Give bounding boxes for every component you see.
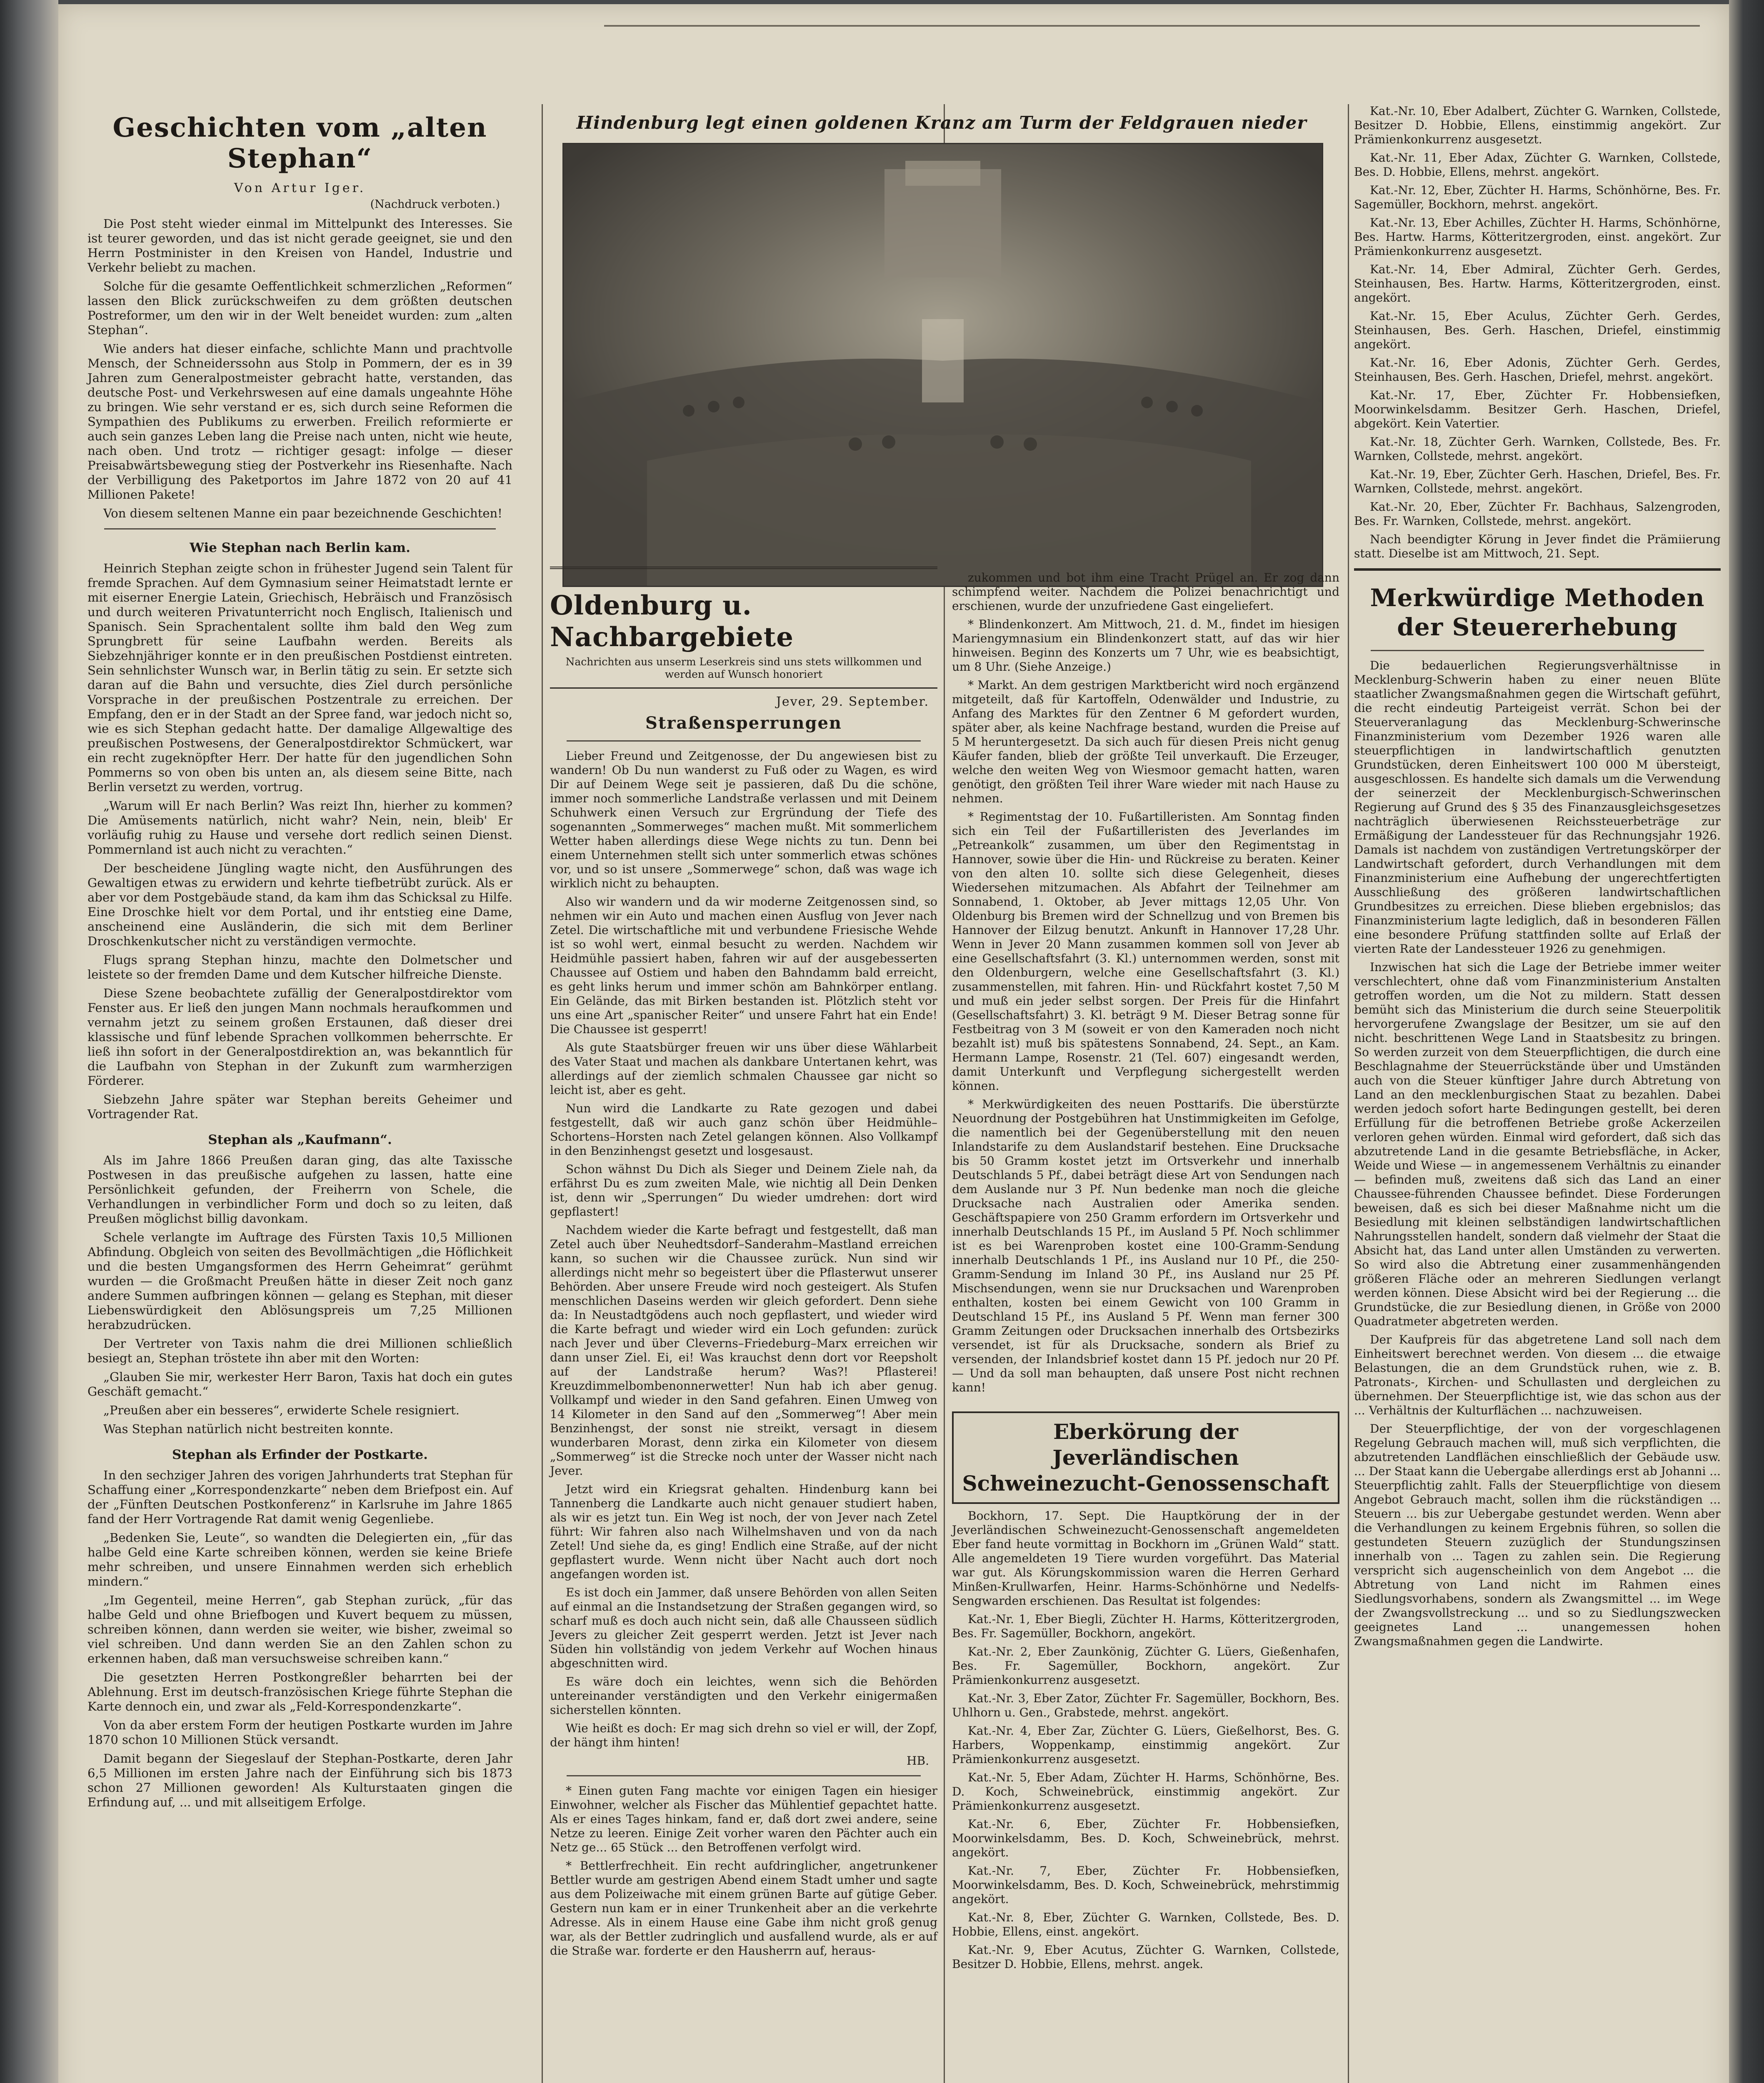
paragraph: Bockhorn, 17. Sept. Die Hauptkörung der in der Jeverländischen Schweinezucht-Genossenschaft angemeldeten Eber fand heute vormittag in Bockhorn im „Grünen Wald“ statt. Alle angemeldeten 19 Tiere wurden vorgeführt. Das Material war gut. Als Körungskommission waren die Herren Gerhard Minßen-Krullwarfen, Heinr. Harms-Schönhörne und Nedelfs-Sengwarden erschienen. Das Resultat ist folgendes: — [952, 1509, 1339, 1608]
paragraph: Als gute Staatsbürger freuen wir uns über diese Wählarbeit des Vater Staat und machen als dankbare Untertanen kehrt, was allerdings auf der ziemlich schmalen Chaussee gar nicht so leicht ist, aber es geht. — [550, 1041, 937, 1097]
news-item: * Blindenkonzert. Am Mittwoch, 21. d. M., findet im hiesigen Mariengymnasium ein Blindenkonzert statt, auf das wir hier hinweisen. Beginn des Konzerts um 7 Uhr, wie es beabsichtigt, um 8 Uhr. (Siehe Anzeige.) — [952, 617, 1339, 674]
byline: Von Artur Iger. — [234, 181, 366, 195]
paragraph: „Im Gegenteil, meine Herren“, gab Stephan zurück, „für das halbe Geld und ohne Briefbogen und Kuvert bequem zu müssen, schreiben können, dann werden sie weiter, wie bisher, zweimal so viel schreiben. Und dann werden Sie an den Zahlen schon zu erkennen haben, daß man versuchsweise schreiben kann.“ — [87, 1593, 512, 1666]
dateline: Jever, 29. September. — [776, 694, 929, 709]
list-item: Kat.-Nr. 10, Eber Adalbert, Züchter G. Warnken, Collstede, Besitzer D. Hobbie, Ellens, einstimmig angekört. Zur Prämienkonkurrenz ausgesetzt. — [1354, 104, 1721, 146]
paragraph: Inzwischen hat sich die Lage der Betriebe immer weiter verschlechtert, ohne daß vom Finanzministerium Anstalten getroffen worden, um die Not zu mildern. Statt dessen bemüht sich das Ministerium die durch seine Steuerpolitik hervorgerufene Zwangslage der Besitzer, um sie auf den nicht. beschrittenen Wege Land in Staatsbesitz zu bringen. So werden zurzeit von dem Steuerpflichtigen, die durch eine Beschlagnahme der Steuerrückstände über und Umständen auch von die Steuer künftiger Jahre durch Abtretung von Land an den mecklenburgischen Staat zu bezahlen. Dabei werden jedoch sofort harte Bedingungen gestellt, bei deren Erfüllung für die betroffenen Betriebe große Ackerzeilen verloren gehen würden. Einmal wird gefordert, daß sich das abzutretende Land in die gesamte Betriebsfläche, in Acker, Weide und Wiese — in angemessenem Verhältnis zu einander — befinden muß, zweitens daß sich das Land an einer Chaussee-führenden Chaussee befindet. Diese Forderungen beweisen, daß es sich bei dieser Maßnahme nicht um die Besiedlung mit kleinen selbständigen landwirtschaftlichen Nahrungsstellen handelt, sondern daß vielmehr der Staat die Absicht hat, das Land unter allen Umständen zu verwerten. So wird also die Abtretung einer zusammenhängenden größeren Fläche oder an mehreren Siedlungen verlangt werden können. Diese Absicht wird bei der Regierung ... die Grundstücke, die zur Besiedlung dienen, in Größe von 2000 Quadratmeter abgetreten werden. — [1354, 960, 1721, 1328]
list-item: Kat.-Nr. 16, Eber Adonis, Züchter Gerh. Gerdes, Steinhausen, Bes. Gerh. Haschen, Driefel, mehrst. angekört. — [1354, 356, 1721, 384]
paragraph: Nach beendigter Körung in Jever findet die Prämiierung statt. Dieselbe ist am Mittwoch, 21. Sept. — [1354, 532, 1721, 560]
divider — [1354, 568, 1721, 571]
column-stephan — [58, 96, 512, 1814]
paragraph: Schele verlangte im Auftrage des Fürsten Taxis 10,5 Millionen Abfindung. Obgleich von seiten des Bevollmächtigen „die Höflichkeit und die besten Umgangsformen des Herrn Geheimrat“ gerühmt wurden — die Großmacht Preußen hätte in dieser Zeit noch ganz andere Summen aufbringen können — gelang es Stephan, mit dieser Liebenswürdigkeit den Ablösungspreis um 7,25 Millionen herabzudrücken. — [87, 1230, 512, 1332]
list-item: Kat.-Nr. 8, Eber, Züchter G. Warnken, Collstede, Bes. D. Hobbie, Ellens, einst. angekört. — [952, 1911, 1339, 1938]
news-item: * Markt. An dem gestrigen Marktbericht wird noch ergänzend mitgeteilt, daß für Kartoffeln, Odenwälder und Industrie, zu Anfang des Marktes für den Zentner 6 M gefordert wurden, später aber, als keine Nachfrage bestand, wurden die Preise auf 5 M heruntergesetzt. Da sich auch für diesen Preis nicht genug Käufer fanden, blieb der größte Teil unverkauft. Die Erzeuger, welche den weiten Weg von Wiesmoor gemacht hatten, waren genötigt, den größten Teil ihrer Ware wieder mit nach Hause zu nehmen. — [952, 678, 1339, 805]
article-title-eberkoerung: Eberkörung der Jeverländischen Schweinezucht-Genossenschaft — [952, 1411, 1339, 1504]
list-item: Kat.-Nr. 12, Eber, Züchter H. Harms, Schönhörne, Bes. Fr. Sagemüller, Bockhorn, mehrst. angekört. — [1354, 183, 1721, 211]
subheading: Stephan als Erfinder der Postkarte. — [172, 1447, 428, 1462]
list-item: Kat.-Nr. 13, Eber Achilles, Züchter H. Harms, Schönhörne, Bes. Hartw. Harms, Kötteritzergroden, einst. angekört. Zur Prämienkonkurrenz ausgesetzt. — [1354, 216, 1721, 258]
paragraph: „Glauben Sie mir, werkester Herr Baron, Taxis hat doch ein gutes Geschäft gemacht.“ — [87, 1370, 512, 1399]
subheading: Wie Stephan nach Berlin kam. — [190, 540, 410, 555]
reprint-note: (Nachdruck verboten.) — [370, 198, 500, 211]
list-item: Kat.-Nr. 2, Eber Zaunkönig, Züchter G. Lüers, Gießenhafen, Bes. Fr. Sagemüller, Bockhorn, angekört. Zur Prämienkonkurrenz ausgesetzt. — [952, 1645, 1339, 1687]
list-item: Kat.-Nr. 4, Eber Zar, Züchter G. Lüers, Gießelhorst, Bes. G. Harbers, Woppenkamp, einstimmig angekört. Zur Prämienkonkurrenz ausgesetzt. — [952, 1724, 1339, 1766]
paragraph: Nachdem wieder die Karte befragt und festgestellt, daß man Zetel auch über Neuhedtsdorf–Sanderahm–Mastland erreichen kann, so suchen wir die Chaussee zurück. Nun sind wir allerdings nicht mehr so begeistert über die Pflasterwut unserer Behörden. Aber unsere Freude wird noch gesteigert. Als Stufen menschlichen Daseins werden wir gleich gefordert. Denn siehe da: In Neustadtgödens auch noch gepflastert, und wieder wird die Karte befragt und wieder wird ein Loch gefunden: zurück nach Jever und über Cleverns–Friedeburg–Marx erreichen wir dann unser Ziel. Ei, ei! Was krauchst denn dort vor Reepsholt auf der Landstraße herum? Was?! Pflasterei! Kreuzdimmelbombenonnerwetter! Nun hab ich aber genug. Vollkampf und wieder in den Sand gefahren. Einen Umweg von 14 Kilometer in den Sand auf den „Sommerweg“! Aber mein Benzinhengst, der sonst nie streikt, versagt in diesem wunderbaren Morast, denn zirka ein Kilometer von diesem „Sommerweg“ ist die Strecke noch unter der Wasser nicht nach Jever. — [550, 1223, 937, 1478]
list-item: Kat.-Nr. 18, Züchter Gerh. Warnken, Collstede, Bes. Fr. Warnken, Collstede, mehrst. angekört. — [1354, 435, 1721, 463]
news-item: * Bettlerfrechheit. Ein recht aufdringlicher, angetrunkener Bettler wurde am gestrigen Abend einem Stadt umher und sagte aus dem Polizeiwache mit einem grünen Barte auf gütige Geber. Gestern nun kam er in einer Trunkenheit aber an die verkehrte Adresse. Als in einem Hause eine Gabe ihm nicht groß genug war, als der Bettler zudringlich und ausfallend wurde, als er auf die Straße war. forderte er den Hausherrn auf, heraus- — [550, 1859, 937, 1958]
paragraph: In den sechziger Jahren des vorigen Jahrhunderts trat Stephan für Schaffung einer „Korrespondenzkarte“ neben dem Briefpost ein. Auf der „Fünften Deutschen Postkonferenz“ in Karlsruhe im Jahre 1865 fand der Herr Vortragende Rat damit wenig Gegenliebe. — [87, 1468, 512, 1526]
paragraph: Der bescheidene Jüngling wagte nicht, den Ausführungen des Gewaltigen etwas zu erwidern und kehrte tiefbetrübt zurück. Als er aber vor dem Postgebäude stand, da kam ihm das Schicksal zu Hilfe. Eine Droschke hielt vor dem Portal, und ihr entstieg eine Dame, anscheinend eine Ausländerin, die sich mit dem Berliner Droschkenkutscher nicht zu verständigen vermochte. — [87, 861, 512, 948]
paragraph: Siebzehn Jahre später war Stephan bereits Geheimer und Vortragender Rat. — [87, 1092, 512, 1121]
list-item: Kat.-Nr. 3, Eber Zator, Züchter Fr. Sagemüller, Bockhorn, Bes. Uhlhorn u. Gen., Grabstede, mehrst. angekört. — [952, 1691, 1339, 1719]
column-right — [1354, 104, 1729, 1653]
list-item: Kat.-Nr. 1, Eber Biegli, Züchter H. Harms, Kötteritzergroden, Bes. Fr. Sagemüller, Bockhorn, angekört. — [952, 1612, 1339, 1640]
paragraph: „Bedenken Sie, Leute“, so wandten die Delegierten ein, „für das halbe Geld eine Karte schreiben können, werden sie keine Briefe mehr schreiben, und unsere Einnahmen werden sich erheblich mindern.“ — [87, 1531, 512, 1588]
list-item: Kat.-Nr. 9, Eber Acutus, Züchter G. Warnken, Collstede, Besitzer D. Hobbie, Ellens, mehrst. angek. — [952, 1943, 1339, 1971]
paragraph: Also wir wandern und da wir moderne Zeitgenossen sind, so nehmen wir ein Auto und machen einen Ausflug von Jever nach Zetel. Die wirtschaftliche mit und verbundene Friesische Wehde ist so wohl wert, einmal besucht zu werden. Nachdem wir Heidmühle passiert haben, fahren wir auf der ausgebesserten Chaussee auf Ostiem und haben den Bahndamm bald erreicht, es geht links herum und immer schön am Bahnkörper entlang. Ein Gelände, das mit Birken bestanden ist. Plötzlich steht vor uns eine Art „spanischer Reiter“ und unsere Fahrt hat ein Ende! Die Chaussee ist gesperrt! — [550, 895, 937, 1036]
paragraph: Heinrich Stephan zeigte schon in frühester Jugend sein Talent für fremde Sprachen. Auf dem Gymnasium seiner Heimatstadt lernte er mit eiserner Energie Latein, Griechisch, Hebräisch und Französisch und durch weiteren Privatunterricht noch Englisch, Italienisch und Spanisch. Sein Sprachentalent sollte ihm bald den Weg zum Sprungbrett für seine Laufbahn werden. Bereits als Siebzehnjähriger konnte er in den preußischen Postdienst eintreten. Sein sehnlichster Wunsch war, in Berlin tätig zu sein. Er setzte sich daran auf die Bahn und versuchte, dies Ziel durch persönliche Vorsprache in der preußischen Postzentrale zu erreichen. Der Empfang, den er in der Stadt an der Spree fand, war jedoch nicht so, wie es sich Stephan gedacht hatte. Der damalige Allgewaltige des preußischen Postwesens, der Generalpostdirektor Schmückert, war ein recht zugeknöpfter Herr. Der hatte für den jugendlichen Sohn Pommerns so von oben bis unten an, als diesem seine Bitte, nach Berlin versetzt zu werden, vortrug. — [87, 561, 512, 794]
page-edge-shadow — [1729, 0, 1764, 2083]
list-item: Kat.-Nr. 14, Eber Admiral, Züchter Gerh. Gerdes, Steinhausen, Bes. Hartw. Harms, Kötteritzergroden, einst. angekört. — [1354, 262, 1721, 305]
list-item: Kat.-Nr. 7, Eber, Züchter Fr. Hobbensiefken, Moorwinkelsdamm, Bes. D. Koch, Schweinebrück, mehrstimmig angekört. — [952, 1864, 1339, 1906]
section-header-box — [550, 567, 937, 689]
photo-caption: Hindenburg legt einen goldenen Kranz am Turm der Feldgrauen nieder — [576, 112, 1307, 133]
article-title-strassen: Straßensperrungen — [645, 713, 842, 733]
paragraph: Die Post steht wieder einmal im Mittelpunkt des Interesses. Sie ist teurer geworden, und das ist nicht gerade geeignet, sie und den Herrn Postminister in den Kreisen von Handel, Industrie und Verkehr beliebt zu machen. — [87, 217, 512, 275]
news-item: * Einen guten Fang machte vor einigen Tagen ein hiesiger Einwohner, welcher als Fischer das Mühlentief gepachtet hatte. Als er eines Tages hinkam, fand er, daß dort zwei andere, seine Netze zu leeren. Einige Zeit vorher waren den Pächter auch ein Netz ge... 65 Stück ... den Betroffenen verfolgt wird. — [550, 1784, 937, 1854]
column-rule-1 — [542, 104, 543, 2083]
article-title-steuererhebung: Merkwürdige Methoden der Steuererhebung — [1370, 584, 1705, 641]
paragraph: Wie anders hat dieser einfache, schlichte Mann und prachtvolle Mensch, der Schneiderssohn aus Stolp in Pommern, der es in 39 Jahren zum Generalpostmeister gebracht hatte, verstanden, das deutsche Post- und Verkehrswesen auf eine damals ungeahnte Höhe zu bringen. Wie sehr verstand er es, sich durch seine Reformen die Sympathien des Publikums zu erwerben. Freilich reformierte er auch sein ganzes Leben lang die Preise nach unten, nicht wie heute, nach oben. Und trotz — richtiger gesagt: infolge — dieser Preisabwärtsbewegung stieg der Postverkehr ins Riesenhafte. Nach der Verbilligung des Paketportos im Jahre 1872 von 20 auf 41 Millionen Pakete! — [87, 342, 512, 502]
paragraph: Als im Jahre 1866 Preußen daran ging, das alte Taxissche Postwesen in das preußische aufgehen zu lassen, hatte eine Persönlichkeit gefunden, der Freiherrn von Schele, die Verhandlungen in verbindlicher Form und doch so zu leiten, daß Preußen möglichst billig davonkam. — [87, 1153, 512, 1226]
author-initials: HB. — [907, 1754, 929, 1768]
list-item: Kat.-Nr. 19, Eber, Züchter Gerh. Haschen, Driefel, Bes. Fr. Warnken, Collstede, mehrst. angekört. — [1354, 467, 1721, 495]
paragraph: Lieber Freund und Zeitgenosse, der Du angewiesen bist zu wandern! Ob Du nun wanderst zu Fuß oder zu Wagen, es wird Dir auf Deinem Wege seit je passieren, daß Du die schöne, immer noch sommerliche Landstraße verlassen und mit Deinem Schuhwerk einen Versuch zur Ergründung der Tiefe des sogenannten „Sommerweges“ machen mußt. Mit sommerlichem Wetter haben allerdings diese Wege nichts zu tun. Denn bei einem Unternehmen stellt sich unter sommerlich etwas schönes vor, und so ist unsere „Sommerwege“ schon, daß was wage ich wirklich nicht zu behaupten. — [550, 749, 937, 890]
list-item: Kat.-Nr. 17, Eber, Züchter Fr. Hobbensiefken, Moorwinkelsdamm. Besitzer Gerh. Haschen, Driefel, abgekört. Kein Vatertier. — [1354, 388, 1721, 430]
list-item: Kat.-Nr. 15, Eber Aculus, Züchter Gerh. Gerdes, Steinhausen, Bes. Gerh. Haschen, Driefel, einstimmig angekört. — [1354, 309, 1721, 351]
paragraph: Flugs sprang Stephan hinzu, machte den Dolmetscher und leistete so der fremden Dame und dem Kutscher hilfreiche Dienste. — [87, 953, 512, 982]
column-center-photo — [550, 96, 1333, 587]
hindenburg-photo — [562, 143, 1323, 587]
paragraph: Jetzt wird ein Kriegsrat gehalten. Hindenburg kann bei Tannenberg die Landkarte auch nicht genauer studiert haben, als wir es jetzt tun. Ein Weg ist noch, der von Jever nach Zetel führt: Wir fahren also nach Wilhelmshaven und von da nach Zetel! Und siehe da, es ging! Endlich eine Straße, auf der nicht gepflastert wurde. Wenn nicht über Nacht auch dort noch angefangen worden ist. — [550, 1482, 937, 1581]
paragraph: Die bedauerlichen Regierungsverhältnisse in Mecklenburg-Schwerin haben zu einer neuen Blüte staatlicher Zwangsmaßnahmen gegen die Wirtschaft geführt, die recht eindeutig Parteigeist verrät. Schon bei der Steuerveranlagung das Mecklenburg-Schwerinsche Finanzministerium vom Dezember 1926 waren alle steuerpflichtigen in landwirtschaftlich genutzten Grundstücken, deren Einheitswert 100 000 M übersteigt, ausgeschlossen. Es handelte sich damals um die Verwendung der seinerzeit der Mecklenburgisch-Schwerinschen Regierung auf Grund des § 35 des Finanzausgleichsgesetzes nachträglich überwiesenen Reichssteuerbeträge zur Ermäßigung der Landessteuer für das Rechnungsjahr 1926. Damals ist nachdem von zuständigen Vertretungskörper der Landwirtschaft gefordert, durch Verhandlungen mit dem Finanzministerium eine Aufhebung der ungerechtfertigten Ausschließung des größeren landwirtschaftlichen Grundbesitzes zu erreichen. Diese blieben ergebnislos; das Finanzministerium lagte lediglich, daß in besonderen Fällen eine besondere Prüfung stattfinden sollte auf Erlaß der vierten Rate der Landessteuer 1926 zu genehmigen. — [1354, 659, 1721, 956]
section-subtitle: Nachrichten aus unserm Leserkreis sind uns stets willkommen und werden auf Wunsch honoriert — [565, 656, 922, 680]
paragraph: Wie heißt es doch: Er mag sich drehn so viel er will, der Zopf, der hängt ihm hinten! — [550, 1721, 937, 1749]
article-title-stephan: Geschichten vom „alten Stephan“ — [112, 112, 487, 174]
news-item: * Merkwürdigkeiten des neuen Posttarifs. Die überstürzte Neuordnung der Postgebühren hat Unstimmigkeiten im Gefolge, die namentlich bei der Gegenüberstellung mit den neuen Inlandstarife zu dem Auslandstarif bestehen. Eine Drucksache bis 50 Gramm kostet jetzt im Ortsverkehr und innerhalb Deutschlands 5 Pf., dabei beträgt diese Art von Sendungen nach dem Auslande nur 3 Pf. Nun bedenke man noch die gleiche Drucksache nach Australien oder Amerika senden. Geschäftspapiere von 250 Gramm erfordern im Ortsverkehr und innerhalb Deutschlands 15 Pf., im Ausland 5 Pf. Noch schlimmer ist es bei Warenproben kostet eine 100-Gramm-Sendung innerhalb Deutschlands 1 Pf., ins Ausland nur 10 Pf., die 250-Gramm-Sendung im Inland 30 Pf., ins Ausland nur 25 Pf. Mischsendungen, wenn sie nur Drucksachen und Warenproben enthalten, kosten bei einem Gewicht von 100 Gramm in Deutschland 15 Pf., ins Ausland 5 Pf. Wenn man ferner 300 Gramm Zeitungen oder Drucksachen innerhalb des Ortsbezirks versendet, ist für als Drucksache, sondern als Brief zu versenden, der Inlandsbrief kostet dann 15 Pf. jedoch nur 20 Pf. — Und da soll man behaupten, daß unsere Post nicht rechnen kann! — [952, 1097, 1339, 1394]
top-rule — [604, 25, 1700, 27]
column-oldenburg — [550, 567, 937, 1962]
paragraph: Schon wähnst Du Dich als Sieger und Deinem Ziele nah, da erfährst Du es zum zweiten Male, wie nichtig all Dein Denken ist, denn wir „Sperrungen“ Du wieder umdrehen: dort wird gepflastert! — [550, 1162, 937, 1219]
paragraph: Der Vertreter von Taxis nahm die drei Millionen schließlich besiegt an, Stephan tröstete ihn aber mit den Worten: — [87, 1336, 512, 1365]
divider — [1371, 650, 1704, 651]
paragraph: Der Steuerpflichtige, der von der vorgeschlagenen Regelung Gebrauch machen will, muß sich verpflichten, die abzutretenden Landflächen einschließlich der Gebäude usw. ... Der Staat kann die Uebergabe allerdings erst ab Johanni ... Steuerpflichtig zahlt. Falls der Steuerpflichtige von diesem Angebot Gebrauch macht, sollen ihm die rückständigen ... Steuern ... bis zur Uebergabe gestundet werden. Wenn aber die Verhandlungen zu keinem Ergebnis führen, so sollen die gestundeten Steuern zuzüglich der Stundungszinsen innerhalb von ... Tagen zu zahlen sein. Die Regierung verspricht sich augenscheinlich von dem Angebot ... die Abtretung von Land nicht im Rahmen eines Siedlungsvorhabens, sondern als Zwangsmittel ... im Wege der Zwangsvollstreckung ... und so zu Siedlungszwecken geeignetes Land ... unangemessen hohen Zwangsmaßnahmen gegen die Landwirte. — [1354, 1422, 1721, 1648]
binding-spine — [0, 0, 58, 2083]
crowd-scene-image — [564, 144, 1322, 586]
list-item: Kat.-Nr. 5, Eber Adam, Züchter H. Harms, Schönhörne, Bes. D. Koch, Schweinebrück, einstimmig angekört. Zur Prämienkonkurrenz ausgesetzt. — [952, 1771, 1339, 1813]
section-title-oldenburg: Oldenburg u. Nachbargebiete — [550, 590, 794, 653]
paragraph: Von diesem seltenen Manne ein paar bezeichnende Geschichten! — [103, 506, 502, 520]
column-rule-3 — [1348, 104, 1349, 2083]
list-item: Kat.-Nr. 6, Eber, Züchter Fr. Hobbensiefken, Moorwinkelsdamm, Bes. D. Koch, Schweinebrück, mehrst. angekört. — [952, 1817, 1339, 1859]
divider — [104, 528, 496, 529]
paragraph: Nun wird die Landkarte zu Rate gezogen und dabei festgestellt, daß wir auch ganz schön über Heidmühle–Schortens–Horsten nach Zetel gelangen können. Also Vollkampf in den Benzinhengst gesetzt und losgesaust. — [550, 1101, 937, 1158]
list-item: Kat.-Nr. 20, Eber, Züchter Fr. Bachhaus, Salzengroden, Bes. Fr. Warnken, Collstede, mehrst. angekört. — [1354, 500, 1721, 528]
news-item: * Regimentstag der 10. Fußartilleristen. Am Sonntag finden sich ein Teil der Fußartilleristen des Jeverlandes im „Petreankolk“ zusammen, um über den Regimentstag in Hannover, sowie über die Hin- und Rückreise zu beraten. Keiner von den alten 10. sollte sich diese Gelegenheit, dieses Wiedersehen mitzumachen. Als Abfahrt der Teilnehmer am Sonnabend, 1. Oktober, ab Jever mittags 12,05 Uhr. Von Oldenburg bis Bremen wird der Schnellzug und von Bremen bis Hannover der Eilzug benutzt. Ankunft in Hannover 17,28 Uhr. Wenn in Jever 20 Mann zusammen kommen soll von Jever ab eine Gesellschaftsfahrt (3. Kl.) unternommen werden, sonst mit den Oldenburgern, welche eine Gesellschaftsfahrt (3. Kl.) zusammenstellen, mit fahren. Hin- und Rückfahrt kostet 7,50 M und muß ein jeder selbst sorgen. Der Preis für die Hinfahrt (Gesellschaftsfahrt) 3. Kl. beträgt 9 M. Dieser Betrag sonne für Festbeitrag von 3 M (soweit er von den Kameraden noch nicht bezahlt ist) muß bis spätestens Sonnabend, 24. Sept., an Kam. Hermann Lampe, Rosenstr. 21 (Tel. 607) eingesandt werden, damit Unterkunft und Verpflegung sichergestellt werden können. — [952, 810, 1339, 1093]
paragraph: Der Kaufpreis für das abgetretene Land soll nach dem Einheitswert berechnet werden. Von diesem ... die etwaige Belastungen, die an dem Grundstück ruhen, wie z. B. Patronats-, Kirchen- und Schullasten und dergleichen zu übernehmen. Der Steuerpflichtige ist, wie das schon aus der ... Verhältnis der Kulturflächen ... nachzuweisen. — [1354, 1333, 1721, 1417]
paragraph: Was Stephan natürlich nicht bestreiten konnte. — [103, 1422, 394, 1436]
paragraph: „Warum will Er nach Berlin? Was reizt Ihn, hierher zu kommen? Die Amüsements natürlich, nicht wahr? Nein, nein, bleib' Er vorläufig ruhig zu Hause und versehe dort redlich seinen Dienst. Pommernland ist auch nicht zu verachten.“ — [87, 799, 512, 857]
paragraph: Es ist doch ein Jammer, daß unsere Behörden von allen Seiten auf einmal an die Instandsetzung der Straßen gegangen wird, so scharf muß es doch auch nicht sein, daß alle Chausseen südlich Jevers zu gleicher Zeit gesperrt werden. Jetzt ist Jever nach Süden hin vollständig von jedem Verkehr auf Wochen hinaus abgeschnitten wird. — [550, 1586, 937, 1670]
newspaper-page — [58, 4, 1729, 2083]
paragraph: Diese Szene beobachtete zufällig der Generalpostdirektor vom Fenster aus. Er ließ den jungen Mann nochmals heraufkommen und vernahm jetzt zu seinem großen Erstaunen, daß dieser drei klassische und fünf lebende Sprachen vollkommen beherrschte. Er ließ ihn sofort in der Generalpostdirektion an, was bekanntlich für die Laufbahn von Stephan in der Zukunft zum warmherzigen Förderer. — [87, 986, 512, 1088]
divider — [567, 1775, 921, 1776]
subheading: Stephan als „Kaufmann“. — [208, 1132, 392, 1147]
paragraph: Es wäre doch ein leichtes, wenn sich die Behörden untereinander verständigten und den Verkehr einigermaßen sicherstellen könnten. — [550, 1675, 937, 1717]
paragraph: Solche für die gesamte Oeffentlichkeit schmerzlichen „Reformen“ lassen den Blick zurückschweifen zu dem größten deutschen Postreformer, um den wir in der Welt beneidet wurden: zum „alten Stephan“. — [87, 279, 512, 337]
paragraph: Die gesetzten Herren Postkongreßler beharrten bei der Ablehnung. Erst im deutsch-französischen Kriege führte Stephan die Karte dennoch ein, und zwar als „Feld-Korrespondenzkarte“. — [87, 1670, 512, 1713]
news-item: zukommen und bot ihm eine Tracht Prügel an. Er zog dann schimpfend weiter. Nachdem die Polizei benachrichtigt und erschienen, wurde der unzufriedene Gast eingeliefert. — [952, 571, 1339, 613]
divider — [567, 740, 921, 742]
paragraph: Von da aber erstem Form der heutigen Postkarte wurden im Jahre 1870 schon 10 Millionen Stück versandt. — [87, 1718, 512, 1747]
column-local-news — [952, 571, 1339, 1976]
paragraph: „Preußen aber ein besseres“, erwiderte Schele resigniert. — [103, 1403, 460, 1417]
list-item: Kat.-Nr. 11, Eber Adax, Züchter G. Warnken, Collstede, Bes. D. Hobbie, Ellens, mehrst. angekört. — [1354, 151, 1721, 179]
paragraph: Damit begann der Siegeslauf der Stephan-Postkarte, deren Jahr 6,5 Millionen im ersten Jahre nach der Einführung sich bis 1873 schon 27 Millionen geworden! Als Kulturstaaten gingen die Erfindung auf, ... und mit allseitigem Erfolge. — [87, 1751, 512, 1809]
